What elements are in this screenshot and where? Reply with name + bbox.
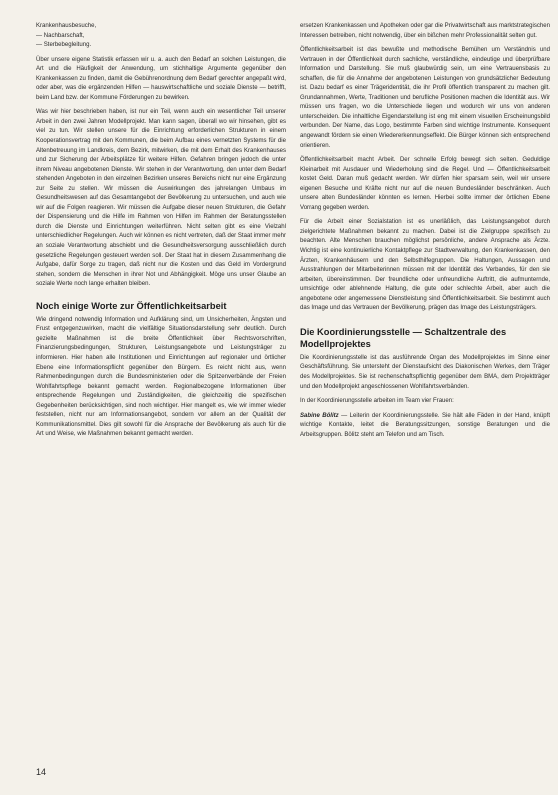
page-number: 14 [36, 767, 47, 777]
list-item: — Nachbarschaft, [36, 32, 85, 39]
staff-entry [300, 412, 550, 441]
left-column [36, 22, 286, 445]
staff-description: — Leiterin der Koordinierungsstelle. Sie hält alle Fäden in der Hand, knüpft wichtige Kontakte, leitet die Beratungssitzungen, sonstige Beratungen und die Arbeitsgruppen. Bölitz steht am Telefon und am Tisch. [300, 412, 550, 438]
paragraph: ersetzen Krankenkassen und Apotheken oder gar die Privatwirtschaft aus marktstrategischen Interessen betreiben, nicht notwendig, über ein bißchen mehr Professionalität selten gut. [300, 23, 550, 39]
paragraph: Wie dringend notwendig Information und Aufklärung sind, um Unsicherheiten, Ängsten und Frust entgegenzuwirken, macht die vielfältige Situationsdarstellung sehr deutlich. Durch gezielte Maßnahmen ist die breite Öffentlichkeit über Rechtsvorschriften, Finanzierungsbedingungen, Strukturen, Leistungsangebote und Leistungsträger zu informieren. Hier haben alle Institutionen und Einrichtungen auf regionaler und örtlicher Ebene eine Informationspflicht gegenüber den Bürgern. Es reicht nicht aus, wenn Rahmenbedingungen durch die Bundesministerien oder die Spitzenverbände der Freien Wohlfahrtspflege bekannt gemacht werden. Regionalbezogene Informationen über entsprechende Regelungen und Zuständigkeiten, die gleichzeitig die spezifischen Gegebenheiten berücksichtigen, sind noch wichtiger. Hier mangelt es, wie wir immer wieder feststellen, nicht nur am Informationsangebot, sondern vor allem an der Qualität der Kommunikationsmittel. Dies gilt sowohl für die Ansprache der Bevölkerung als auch für die Art und Weise, wie Maßnahmen bekannt gemacht werden. [36, 316, 286, 438]
section-heading: Die Koordinierungsstelle — Schaltzentrale des Modellprojektes [300, 326, 507, 349]
section-heading: Noch einige Worte zur Öffentlichkeitsarbeit [36, 300, 227, 311]
paragraph: Über unsere eigene Statistik erfassen wir u. a. auch den Bedarf an solchen Leistungen, die Art und die Häufigkeit der Anwendung, um stichhaltige Argumente gegenüber den Krankenkassen zu finden, damit die Gebührenordnung dem Bedarf gerechter angepaßt wird, oder aber, was die ergänzenden Hilfen — hauswirtschaftliche und soziale Dienste — betrifft, beim Land bzw. der Kommune Förderungen zu bewirken. [36, 56, 286, 101]
paragraph: Was wir hier beschrieben haben, ist nur ein Teil, wenn auch ein wesentlicher Teil unserer Arbeit in den zwei Jahren Modellprojekt. Man kann sagen, überall wo wir hinsehen, gibt es viel zu tun. Wir stellen unsere für die Einrichtung erforderlichen Strukturen in einem Kooperationsvertrag mit den Kommunen, die beim Aufbau eines vernetzten Systems für die Altenbetreuung im Landkreis, dem Bezirk, mitwirken, die mit dem Erhalt des Krankenhauses und zur Sicherung der Arbeitsplätze für weitere Hilfen. Gefahren bringen jedoch die unter ihrem Niveau angebotenen Dienste. Wir stehen in der Verantwortung, den unter dem Bedarf stehenden Angeboten in den einzelnen Bezirken unseres Bereichs nicht nur eine Ergänzung zur Seite zu stellen. Wir müssen die Auswirkungen des jahrelangen Umbaus im Gesundheitswesen auf das Gesamtangebot der Bevölkerung zu untersuchen, und auch wie wir auf die Folgen reagieren. Wir müssen die Aufgabe dieser neuen Strukturen, die Gefahr der Dispensierung und die Hilfe im Rahmen von Hilfen im Rahmen der Beratungsstellen durch die Dienste und Einrichtungen weiterführen. Nicht selten gibt es eine Vielzahl unterschiedlicher Regelungen. Auch wir können es nicht vertreten, daß der Staat immer mehr an soziale Verantwortung abschiebt und die Gesundheitsversorgung ausschließlich durch gesetzliche Regelungen gesteuert werden soll. Der Staat hat in diesem Zusammenhang die Aufgabe, dafür Sorge zu tragen, daß nicht nur die Kosten und das Geld im Vordergrund stehen, sondern die Menschen in ihrer Not und Abhängigkeit. Möge uns unser Glaube an soziale Werte noch lange erhalten bleiben. [36, 109, 286, 288]
paragraph: Öffentlichkeitsarbeit ist das bewußte und methodische Bemühen um Verständnis und Vertrauen in der Öffentlichkeit durch sachliche, verständliche, eindeutige und überprüfbare Information und Darstellung. Sie muß glaubwürdig sein, um eine Vertrauensbasis zu schaffen, die für die Annahme der angebotenen Leistungen von grundsätzlicher Bedeutung ist. Dazu bedarf es einer Trägeridentität, die ihr Profil öffentlich transparent zu machen gilt. Grundannahmen, Werte, Traditionen und berufliche Positionen machen die Identität aus. Wir müssen uns fragen, wo die Unterschiede liegen und wodurch wir uns von anderen unterscheiden. Die inhaltliche Eigendarstellung ist eng mit einem visuellen Erscheinungsbild verbunden. Der Name, das Logo, bestimmte Farben sind wichtige Instrumente. Konsequent angewandt fördern sie einen Wiedererkennungseffekt. Die Bürger können sich entsprechend orientieren. [300, 47, 550, 149]
right-column [300, 22, 550, 445]
list-item: Krankenhausbesuche, [36, 23, 97, 29]
paragraph: Die Koordinierungsstelle ist das ausführende Organ des Modellprojektes im Sinne einer Geschäftsführung. Sie untersteht der Dienstaufsicht des Diakonischen Werkes, dem Träger des Modellprojektes. Sie ist rechenschaftspflichtig gegenüber dem BMA, dem Projektträger und den Modellprojekt angeschlossenen Wohlfahrtsverbänden. [300, 354, 550, 390]
list-item: — Sterbebegleitung. [36, 42, 92, 49]
staff-name: Sabine Bölitz [300, 412, 339, 419]
paragraph: Öffentlichkeitsarbeit macht Arbeit. Der schnelle Erfolg bewegt sich selten. Geduldige Kleinarbeit mit Ausdauer und Wiederholung sind die Regel. Und — Öffentlichkeitsarbeit kostet Geld. Daran muß gedacht werden. Wir dürfen hier sparsam sein, weil wir unsere eigenen Besuche und Kräfte nicht nur auf die neuen Bundesländer beschränken. Auch unsere alten Bundesländer könnten es lernen. Hierbei sollte immer der örtlichen Ebene Vorrang gegeben werden. [300, 157, 550, 211]
paragraph: Für die Arbeit einer Sozialstation ist es unerläßlich, das Leistungsangebot durch zielgerichtete Maßnahmen bekannt zu machen. Dabei ist die Zielgruppe spezifisch zu beachten. Alte Menschen brauchen möglichst persönliche, andere Ansprache als Ärzte. Wichtig ist eine kontinuierliche Kontaktpflege zur Stadtverwaltung, den Krankenkassen, den Ärzten, Krankenhäusern und den Selbsthilfegruppen. Die Haltungen, Aussagen und Ausstrahlungen der Mitarbeiterinnen müssen mit der Identität des Verbandes, für den sie arbeiten, übereinstimmen. Der freundliche oder unfreundliche Auftritt, die aufmunternde, umsichtige oder ablehnende Haltung, die gute oder schlechte Arbeit, aber auch die angebotene oder angemessene Dienstleistung sind Öffentlichkeitsarbeit. Sie bestimmt auch das Image und das Vertrauen der Bevölkerung, prägen das Image des Leistungsträgers. [300, 219, 550, 312]
paragraph: In der Koordinierungsstelle arbeiten im Team vier Frauen: [300, 398, 454, 405]
